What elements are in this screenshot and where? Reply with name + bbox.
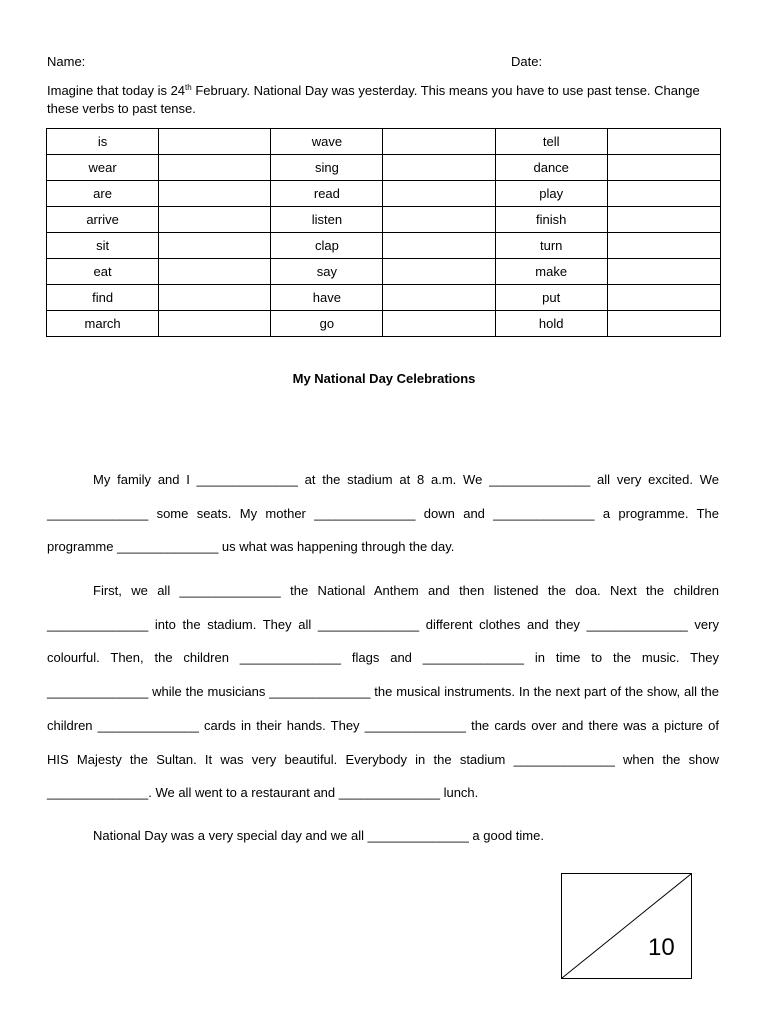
score-box-diagonal xyxy=(562,874,691,978)
score-total: 10 xyxy=(648,934,675,961)
verb-table xyxy=(46,128,721,337)
verb-cell: find xyxy=(47,285,159,311)
table-row xyxy=(47,311,721,337)
instructions-text-end: February. National Day was yesterday. This means you have to use past tense. Change these verbs to past tense. xyxy=(47,83,700,116)
verb-cell: is xyxy=(47,129,159,155)
verb-cell: listen xyxy=(271,207,383,233)
score-box xyxy=(561,873,692,979)
answer-cell[interactable] xyxy=(383,181,495,207)
answer-cell[interactable] xyxy=(383,311,495,337)
verb-cell: turn xyxy=(495,233,607,259)
table-row xyxy=(47,129,721,155)
answer-cell[interactable] xyxy=(607,181,720,207)
verb-cell: hold xyxy=(495,311,607,337)
answer-cell[interactable] xyxy=(383,233,495,259)
table-row xyxy=(47,285,721,311)
table-row xyxy=(47,181,721,207)
verb-cell: read xyxy=(271,181,383,207)
answer-cell[interactable] xyxy=(383,155,495,181)
story-paragraph-2: First, we all ______________ the National Anthem and then listened the doa. Next the children ______________ into the stadium. They all ______________ different clothes and they ______________ very colourful. Then, the children ______________ flags and ______________ in time to the music. They ______________ while the musicians ______________ the musical instruments. In the next part of the show, all the children ______________ cards in their hands. They ______________ the cards over and there was a picture of HIS Majesty the Sultan. It was very beautiful. Everybody in the stadium ______________ when the show ______________. We all went to a restaurant and ______________ lunch. xyxy=(47,583,719,801)
answer-cell[interactable] xyxy=(159,285,271,311)
answer-cell[interactable] xyxy=(159,311,271,337)
verb-cell: wear xyxy=(47,155,159,181)
verb-cell: are xyxy=(47,181,159,207)
verb-cell: finish xyxy=(495,207,607,233)
answer-cell[interactable] xyxy=(159,259,271,285)
table-row xyxy=(47,155,721,181)
answer-cell[interactable] xyxy=(159,181,271,207)
table-row xyxy=(47,233,721,259)
answer-cell[interactable] xyxy=(607,155,720,181)
answer-cell[interactable] xyxy=(607,311,720,337)
verb-cell: clap xyxy=(271,233,383,259)
answer-cell[interactable] xyxy=(607,259,720,285)
answer-cell[interactable] xyxy=(159,207,271,233)
answer-cell[interactable] xyxy=(607,233,720,259)
answer-cell[interactable] xyxy=(383,285,495,311)
verb-cell: wave xyxy=(271,129,383,155)
verb-cell: march xyxy=(47,311,159,337)
verb-cell: play xyxy=(495,181,607,207)
answer-cell[interactable] xyxy=(383,129,495,155)
answer-cell[interactable] xyxy=(159,233,271,259)
instructions-superscript: th xyxy=(185,83,192,92)
answer-cell[interactable] xyxy=(159,155,271,181)
answer-cell[interactable] xyxy=(383,259,495,285)
instructions-text-start: Imagine that today is 24 xyxy=(47,83,186,98)
story-title: My National Day Celebrations xyxy=(292,371,476,386)
verb-cell: arrive xyxy=(47,207,159,233)
answer-cell[interactable] xyxy=(607,207,720,233)
table-row xyxy=(47,259,721,285)
table-row xyxy=(47,207,721,233)
name-label: Name: xyxy=(47,54,86,69)
verb-cell: go xyxy=(271,311,383,337)
verb-cell: tell xyxy=(495,129,607,155)
verb-cell: make xyxy=(495,259,607,285)
verb-cell: sing xyxy=(271,155,383,181)
answer-cell[interactable] xyxy=(159,129,271,155)
verb-cell: say xyxy=(271,259,383,285)
story-paragraph-3: National Day was a very special day and we all ______________ a good time. xyxy=(93,828,544,843)
answer-cell[interactable] xyxy=(383,207,495,233)
verb-cell: put xyxy=(495,285,607,311)
verb-cell: have xyxy=(271,285,383,311)
verb-cell: dance xyxy=(495,155,607,181)
verb-cell: sit xyxy=(47,233,159,259)
instructions xyxy=(47,82,727,118)
story-paragraph-1: My family and I ______________ at the stadium at 8 a.m. We ______________ all very excited. We ______________ some seats. My mother ______________ down and ______________ a programme. The programme ______________ us what was happening through the day. xyxy=(47,472,719,555)
answer-cell[interactable] xyxy=(607,129,720,155)
answer-cell[interactable] xyxy=(607,285,720,311)
verb-cell: eat xyxy=(47,259,159,285)
date-label: Date: xyxy=(511,54,543,69)
